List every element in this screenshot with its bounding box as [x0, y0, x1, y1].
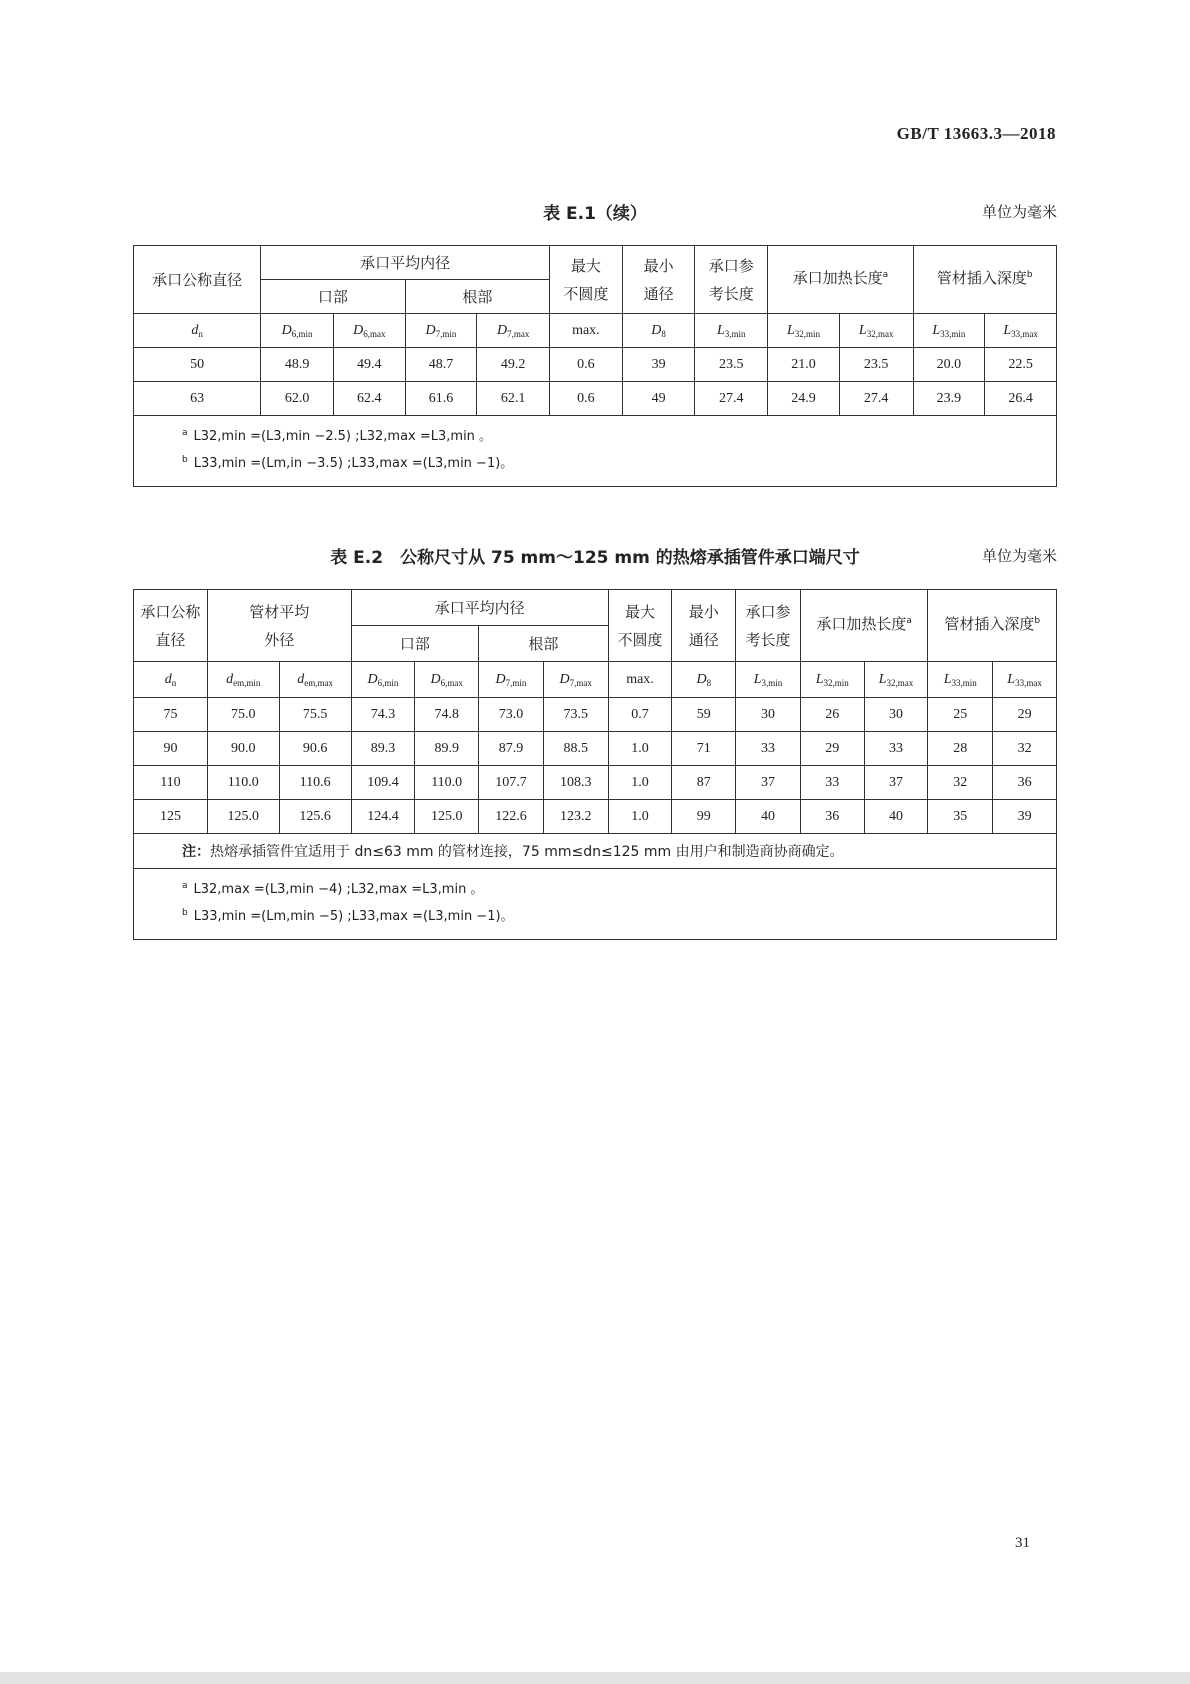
table-cell: 35: [928, 800, 993, 834]
table-cell: 24.9: [768, 382, 840, 416]
symbol-l3min: $L_{3,min}$: [695, 314, 768, 348]
table-cell: 23.5: [695, 348, 768, 382]
table-cell: 39: [993, 800, 1057, 834]
table-cell: 99: [672, 800, 736, 834]
symbol-d8: $D_8$: [622, 314, 695, 348]
table-cell: 27.4: [695, 382, 768, 416]
table-cell: 88.5: [543, 732, 608, 766]
table-cell: 37: [736, 766, 801, 800]
symbol-l32min: $L_{32,min}$: [768, 314, 840, 348]
table-cell: 26.4: [985, 382, 1057, 416]
table-cell: 73.0: [479, 698, 544, 732]
table2-symbol-row: [134, 662, 1057, 698]
table-cell: 49: [622, 382, 695, 416]
table-cell: 74.3: [351, 698, 415, 732]
table-cell: 90: [134, 732, 208, 766]
table-cell: 49.2: [477, 348, 550, 382]
table-cell: 49.4: [333, 348, 405, 382]
table-cell: 29: [800, 732, 864, 766]
table2-header-nominal-diameter: 承口公称 直径: [134, 590, 208, 662]
table1-symbol-row: [134, 314, 1057, 348]
table-cell: 0.6: [550, 348, 623, 382]
table-cell: 73.5: [543, 698, 608, 732]
table-cell: 61.6: [405, 382, 477, 416]
table-cell: 40: [864, 800, 928, 834]
table1-unit: 单位为毫米: [981, 203, 1057, 221]
table2-row: [134, 766, 1057, 800]
table-cell: 109.4: [351, 766, 415, 800]
table2-row: [134, 800, 1057, 834]
table2-caption: 表 E.2 公称尺寸从 75 mm～125 mm 的热熔承插管件承口端尺寸: [330, 548, 860, 568]
table-cell: 124.4: [351, 800, 415, 834]
table-cell: 125.0: [207, 800, 279, 834]
table-cell: 62.4: [333, 382, 405, 416]
symbol-d6min: $D_{6,min}$: [351, 662, 415, 698]
table1-header-mean-inner-diameter: 承口平均内径: [261, 246, 550, 280]
table-cell: 21.0: [768, 348, 840, 382]
symbol-demmax: $d_{em,max}$: [279, 662, 351, 698]
symbol-max: max.: [608, 662, 672, 698]
table-cell: 110.6: [279, 766, 351, 800]
table2-footnotes: [134, 869, 1057, 940]
table2-header-max-out-of-roundness: 最大 不圆度: [608, 590, 672, 662]
table-cell: 123.2: [543, 800, 608, 834]
table2-header-insertion-depth: 管材插入深度$^b$: [928, 590, 1057, 662]
table-cell: 25: [928, 698, 993, 732]
symbol-d8: $D_8$: [672, 662, 736, 698]
table2-note: 注：热熔承插管件宜适用于 dn≤63 mm 的管材连接，75 mm≤dn≤125 mm 由用户和制造商协商确定。: [134, 834, 1057, 869]
table1-header-root: 根部: [405, 280, 549, 314]
table1-row: [134, 348, 1057, 382]
table2-header-reference-length: 承口参 考长度: [736, 590, 801, 662]
table-cell: 59: [672, 698, 736, 732]
table2-row: [134, 698, 1057, 732]
table-e1: [133, 245, 1057, 487]
table2-header-root: 根部: [479, 626, 609, 662]
table-cell: 36: [993, 766, 1057, 800]
symbol-l33max: $L_{33,max}$: [985, 314, 1057, 348]
table-cell: 1.0: [608, 800, 672, 834]
table-cell: 22.5: [985, 348, 1057, 382]
table-cell: 71: [672, 732, 736, 766]
table-cell: 1.0: [608, 732, 672, 766]
table-cell: 125.0: [415, 800, 479, 834]
table2-body: [134, 698, 1057, 834]
table1-caption-row: [133, 196, 1057, 226]
table2-header-mouth: 口部: [351, 626, 479, 662]
table-cell: 50: [134, 348, 261, 382]
symbol-dn: $d_n$: [134, 662, 208, 698]
table-cell: 107.7: [479, 766, 544, 800]
table-cell: 108.3: [543, 766, 608, 800]
table-cell: 63: [134, 382, 261, 416]
table-cell: 75.0: [207, 698, 279, 732]
table-cell: 89.3: [351, 732, 415, 766]
table2-header-heating-length: 承口加热长度$^a$: [800, 590, 928, 662]
table-cell: 62.1: [477, 382, 550, 416]
table1-header-heating-length: 承口加热长度$^a$: [768, 246, 913, 314]
symbol-d6min: $D_{6,min}$: [261, 314, 334, 348]
symbol-l32max: $L_{32,max}$: [839, 314, 913, 348]
table1-header-insertion-depth: 管材插入深度$^b$: [913, 246, 1056, 314]
symbol-d7min: $D_{7,min}$: [479, 662, 544, 698]
symbol-demmin: $d_{em,min}$: [207, 662, 279, 698]
table-cell: 89.9: [415, 732, 479, 766]
table-cell: 87: [672, 766, 736, 800]
table-cell: 30: [736, 698, 801, 732]
table-cell: 26: [800, 698, 864, 732]
table-cell: 0.6: [550, 382, 623, 416]
table1-caption: 表 E.1（续）: [543, 204, 647, 224]
symbol-d7max: $D_{7,max}$: [543, 662, 608, 698]
table-cell: 75: [134, 698, 208, 732]
table-cell: 20.0: [913, 348, 985, 382]
table2-header-pipe-mean-od: 管材平均 外径: [207, 590, 351, 662]
table-cell: 33: [800, 766, 864, 800]
table-cell: 39: [622, 348, 695, 382]
table-cell: 87.9: [479, 732, 544, 766]
table-cell: 37: [864, 766, 928, 800]
table-cell: 125.6: [279, 800, 351, 834]
symbol-max: max.: [550, 314, 623, 348]
table-cell: 32: [928, 766, 993, 800]
symbol-l32min: $L_{32,min}$: [800, 662, 864, 698]
table1-header-max-out-of-roundness: 最大 不圆度: [550, 246, 623, 314]
table2-header-mean-inner-diameter: 承口平均内径: [351, 590, 608, 626]
symbol-d6max: $D_{6,max}$: [415, 662, 479, 698]
table-cell: 74.8: [415, 698, 479, 732]
table-cell: 62.0: [261, 382, 334, 416]
viewer-bottom-bar: [0, 1672, 1190, 1684]
table-cell: 110.0: [207, 766, 279, 800]
table-cell: 90.0: [207, 732, 279, 766]
table-cell: 40: [736, 800, 801, 834]
symbol-d6max: $D_{6,max}$: [333, 314, 405, 348]
table1-header-nominal-diameter: 承口公称直径: [134, 246, 261, 314]
table-cell: 36: [800, 800, 864, 834]
symbol-l32max: $L_{32,max}$: [864, 662, 928, 698]
table-cell: 23.9: [913, 382, 985, 416]
table-cell: 125: [134, 800, 208, 834]
standard-code: GB/T 13663.3—2018: [896, 124, 1056, 143]
symbol-l33min: $L_{33,min}$: [928, 662, 993, 698]
table2-footnote-b: $^b$ L33,min =(Lm,min −5) ;L33,max =(L3,min −1)。: [182, 908, 514, 924]
table1-header-mouth: 口部: [261, 280, 405, 314]
table-cell: 28: [928, 732, 993, 766]
table-cell: 0.7: [608, 698, 672, 732]
symbol-l33max: $L_{33,max}$: [993, 662, 1057, 698]
table-cell: 30: [864, 698, 928, 732]
table-cell: 32: [993, 732, 1057, 766]
symbol-l3min: $L_{3,min}$: [736, 662, 801, 698]
table-cell: 33: [736, 732, 801, 766]
table-cell: 48.9: [261, 348, 334, 382]
table-cell: 48.7: [405, 348, 477, 382]
symbol-l33min: $L_{33,min}$: [913, 314, 985, 348]
table-cell: 122.6: [479, 800, 544, 834]
symbol-d7min: $D_{7,min}$: [405, 314, 477, 348]
table1-row: [134, 382, 1057, 416]
table1-header-reference-length: 承口参 考长度: [695, 246, 768, 314]
table-cell: 29: [993, 698, 1057, 732]
symbol-d7max: $D_{7,max}$: [477, 314, 550, 348]
table1-footnote-b: $^b$ L33,min =(Lm,in −3.5) ;L33,max =(L3,min −1)。: [182, 455, 514, 471]
page-number: 31: [1015, 1535, 1030, 1551]
table-cell: 23.5: [839, 348, 913, 382]
table1-footnotes: [134, 416, 1057, 487]
table2-footnote-a: $^a$ L32,max =(L3,min −4) ;L32,max =L3,min 。: [182, 881, 484, 897]
table-cell: 110: [134, 766, 208, 800]
table-cell: 90.6: [279, 732, 351, 766]
table-cell: 1.0: [608, 766, 672, 800]
symbol-dn: $d_n$: [134, 314, 261, 348]
table2-header-min-bore: 最小 通径: [672, 590, 736, 662]
table-cell: 75.5: [279, 698, 351, 732]
table2-caption-row: [133, 540, 1057, 570]
table1-footnote-a: $^a$ L32,min =(L3,min −2.5) ;L32,max =L3,min 。: [182, 428, 493, 444]
table-cell: 110.0: [415, 766, 479, 800]
table-cell: 27.4: [839, 382, 913, 416]
table1-header-min-bore: 最小 通径: [622, 246, 695, 314]
table2-row: [134, 732, 1057, 766]
table2-unit: 单位为毫米: [981, 547, 1057, 565]
table1-body: [134, 348, 1057, 416]
table-e2: [133, 589, 1057, 940]
table-cell: 33: [864, 732, 928, 766]
